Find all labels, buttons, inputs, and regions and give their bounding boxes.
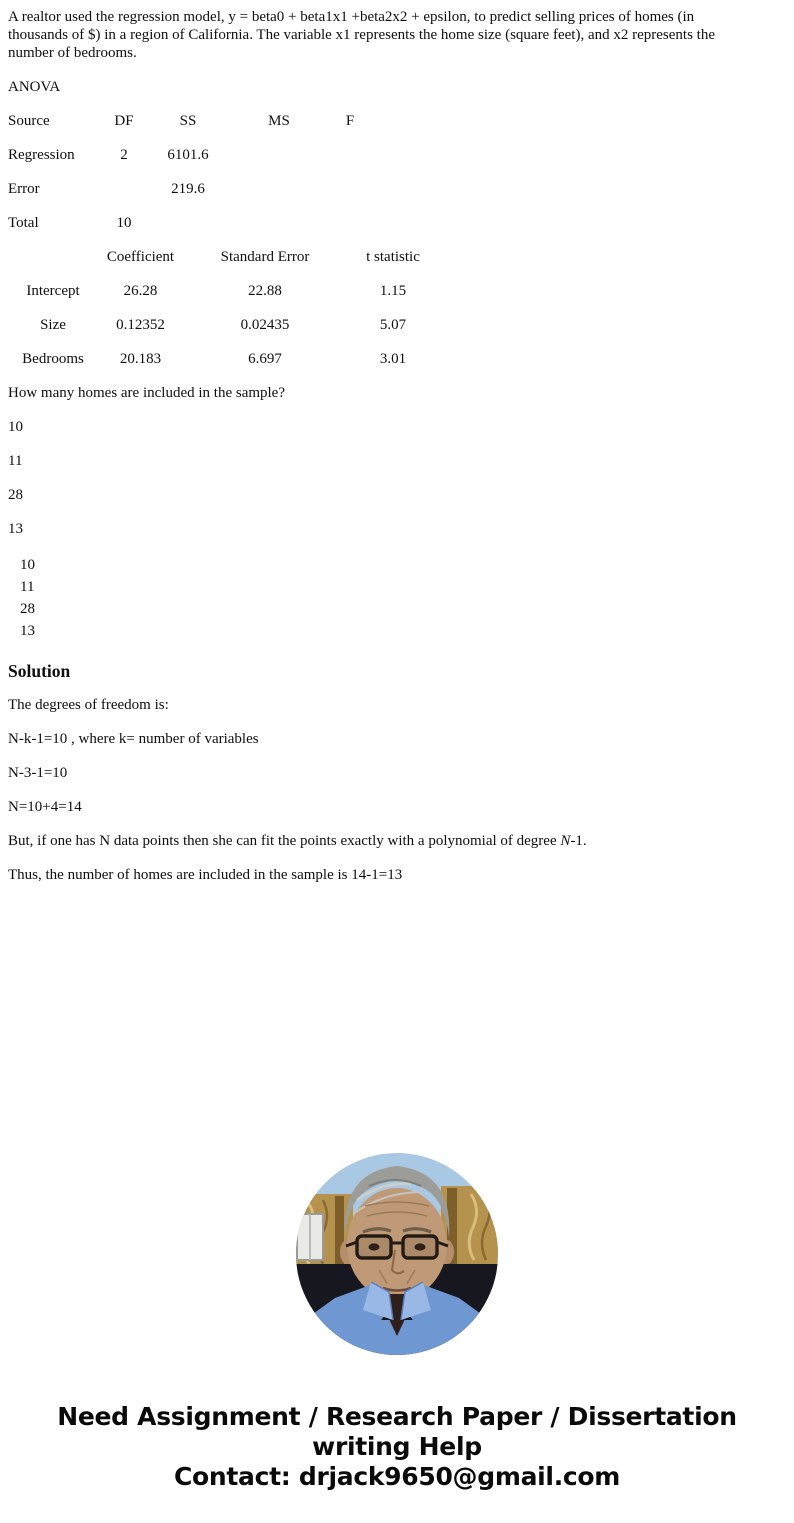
options-list	[8, 418, 786, 538]
anova-cell-df: 10	[116, 215, 132, 231]
option-item: 28	[8, 487, 23, 503]
anova-header-row	[8, 112, 786, 130]
problem-intro	[8, 8, 786, 62]
anova-title: ANOVA	[8, 79, 61, 95]
anova-cell-source: Regression	[8, 147, 75, 163]
table-row	[8, 214, 786, 232]
option-item: 13	[20, 623, 35, 639]
anova-cell-source: Error	[8, 181, 40, 197]
banner-line: writing Help	[312, 1432, 482, 1461]
anova-cell-df	[105, 180, 143, 198]
banner-contact-email: Contact: drjack9650@gmail.com	[173, 1462, 621, 1491]
solution-final-line: Thus, the number of homes are included in the sample is 14-1=13	[8, 867, 403, 883]
anova-header-df: DF	[114, 113, 134, 129]
solution-line: N-k-1=10 , where k= number of variables	[8, 731, 259, 747]
anova-header-f: F	[345, 113, 355, 129]
table-row	[8, 146, 786, 164]
coef-cell-label: Bedrooms	[22, 351, 84, 367]
solution-line: N-3-1=10	[8, 765, 68, 781]
coef-header-std-error: Standard Error	[220, 249, 310, 265]
coef-cell-label: Intercept	[26, 283, 80, 299]
option-item: 13	[8, 521, 23, 537]
coef-cell-t: 5.07	[379, 317, 407, 333]
coef-header-blank	[8, 248, 98, 266]
solution-but-pre: But, if one has N data points then she can fit the points exactly with a polynomial of degree	[8, 833, 561, 849]
solution-heading: Solution	[8, 661, 71, 681]
anova-cell-f	[325, 214, 375, 232]
anova-cell-f	[325, 146, 375, 164]
avatar	[295, 1152, 499, 1356]
coef-header-row	[8, 248, 786, 266]
solution-but-post: -1.	[570, 833, 587, 849]
solution-but-italic-n: N	[560, 833, 571, 849]
coef-cell-std-error: 6.697	[248, 351, 282, 367]
anova-cell-ms	[233, 214, 325, 232]
table-row	[8, 180, 786, 198]
coef-cell-t: 3.01	[379, 351, 407, 367]
tutor-photo	[295, 1152, 499, 1356]
coef-cell-coefficient: 0.12352	[116, 317, 165, 333]
coef-cell-coefficient: 26.28	[123, 283, 158, 299]
contact-banner	[0, 1402, 794, 1492]
solution-line	[8, 832, 786, 850]
intro-line: number of bedrooms.	[8, 45, 137, 61]
coef-cell-std-error: 22.88	[248, 283, 282, 299]
anova-cell-df: 2	[120, 147, 128, 163]
coef-cell-label: Size	[40, 317, 66, 333]
banner-line: Need Assignment / Research Paper / Dissertation	[57, 1402, 737, 1431]
coef-header-coefficient: Coefficient	[106, 249, 175, 265]
option-item: 10	[8, 419, 23, 435]
table-row	[8, 350, 786, 368]
coef-cell-coefficient: 20.183	[119, 351, 162, 367]
anova-cell-ms	[233, 146, 325, 164]
anova-cell-f	[325, 180, 375, 198]
table-row	[8, 282, 786, 300]
solution-line: N=10+4=14	[8, 799, 82, 815]
anova-cell-source: Total	[8, 215, 39, 231]
coef-header-t-statistic: t statistic	[366, 249, 420, 265]
solution-line: The degrees of freedom is:	[8, 697, 169, 713]
anova-cell-ms	[233, 180, 325, 198]
anova-cell-ss: 6101.6	[167, 147, 209, 163]
anova-header-ms: MS	[268, 113, 290, 129]
anova-header-source: Source	[8, 113, 50, 129]
option-item: 28	[20, 601, 35, 617]
coef-cell-std-error: 0.02435	[240, 317, 290, 333]
anova-cell-ss	[143, 214, 233, 232]
option-item: 11	[20, 579, 35, 595]
anova-cell-ss: 219.6	[171, 181, 205, 197]
option-item: 11	[8, 453, 23, 469]
options-list-compact	[8, 554, 786, 642]
anova-header-ss: SS	[179, 113, 197, 129]
intro-line: A realtor used the regression model, y = beta0 + beta1x1 +beta2x2 + epsilon, to predict selling prices of homes (in	[8, 9, 695, 25]
table-row	[8, 316, 786, 334]
intro-line: thousands of $) in a region of California. The variable x1 represents the home size (square feet), and x2 represents the	[8, 27, 715, 43]
question-text: How many homes are included in the sample?	[8, 385, 286, 401]
option-item: 10	[20, 557, 35, 573]
coef-cell-t: 1.15	[379, 283, 407, 299]
